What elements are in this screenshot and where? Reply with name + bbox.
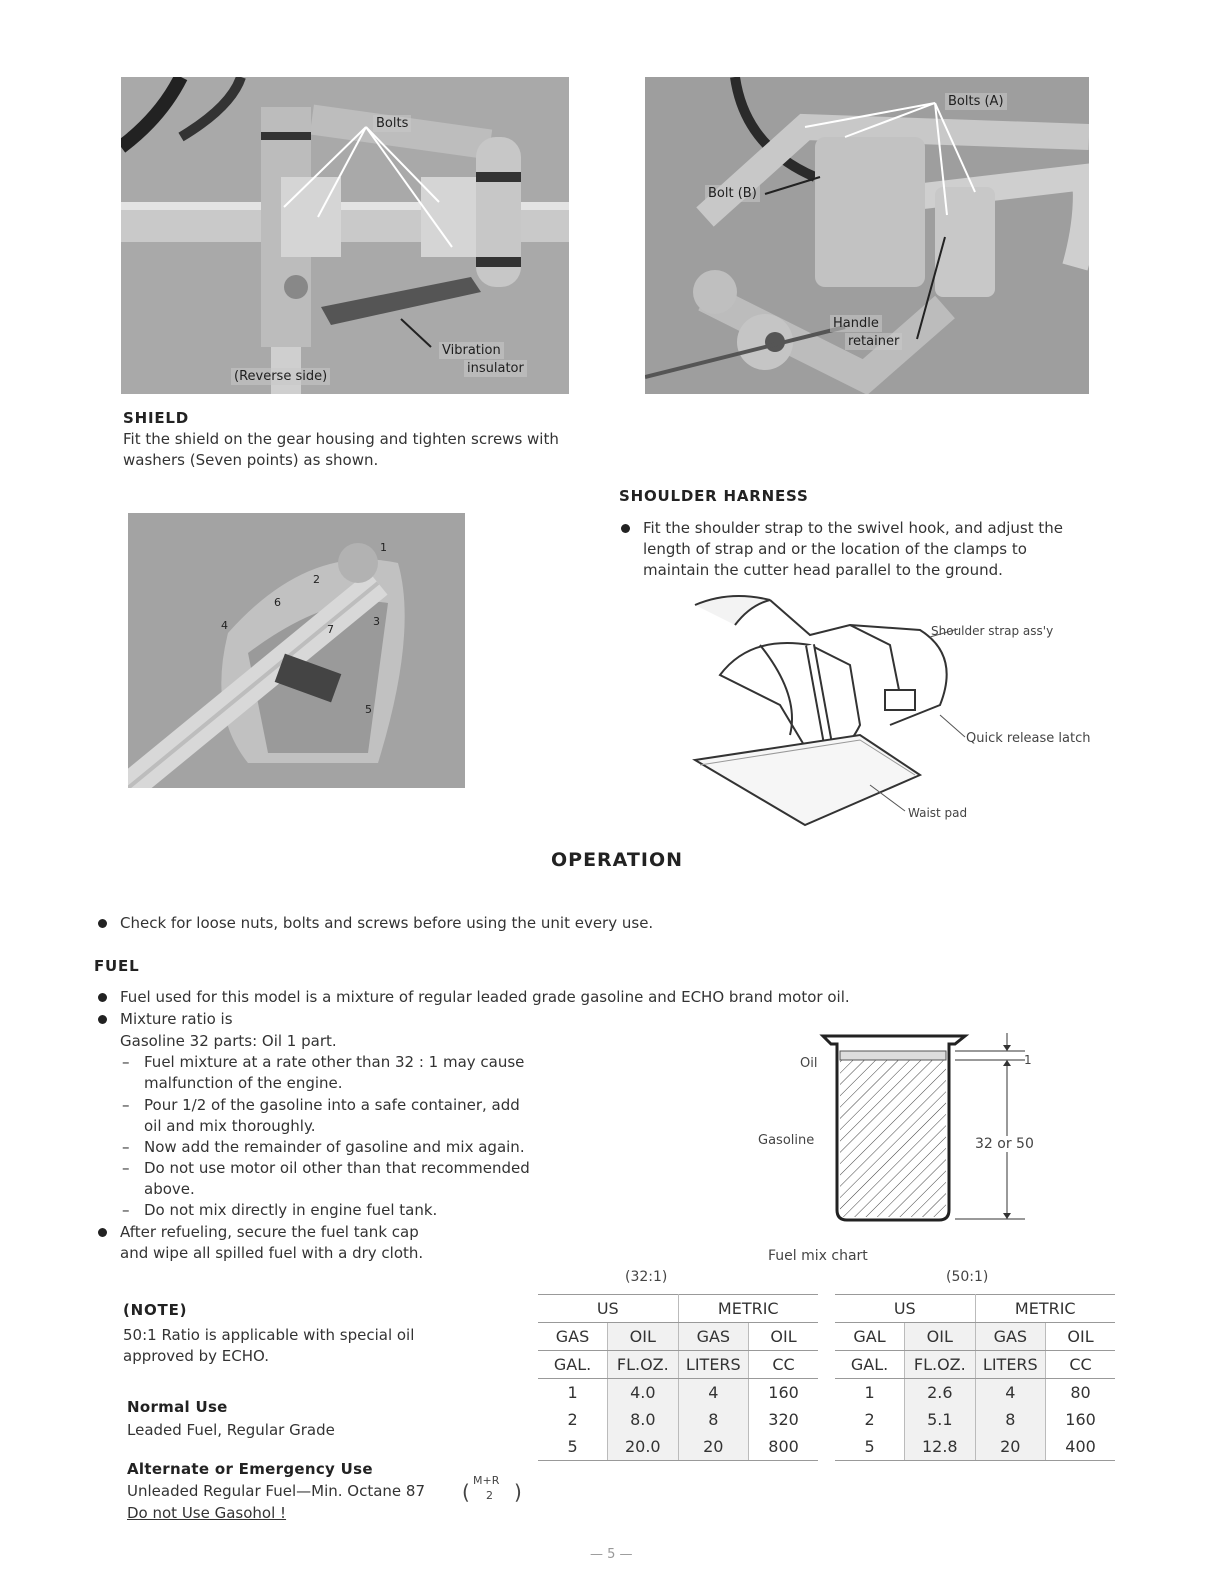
fuel-b3a: After refueling, secure the fuel tank cap bbox=[120, 1223, 419, 1241]
data-cell: 4 bbox=[678, 1379, 749, 1407]
fuel-beaker-diagram bbox=[815, 1030, 1055, 1230]
unit-cell: FL.OZ. bbox=[608, 1351, 678, 1379]
point-6: 6 bbox=[274, 596, 281, 609]
data-cell: 2.6 bbox=[905, 1379, 975, 1407]
fuel-dash-1: – bbox=[122, 1053, 130, 1071]
table-row bbox=[835, 1406, 1115, 1433]
header-cell: OIL bbox=[1046, 1323, 1115, 1351]
label-bolts: Bolts bbox=[373, 115, 411, 132]
fuel-bullet-3 bbox=[98, 1228, 107, 1237]
data-cell: 8.0 bbox=[608, 1406, 678, 1433]
fuel-d3: Now add the remainder of gasoline and mix again. bbox=[144, 1138, 525, 1156]
normal-use-heading: Normal Use bbox=[127, 1398, 228, 1416]
fuel-dash-5: – bbox=[122, 1201, 130, 1219]
fuel-dash-4: – bbox=[122, 1159, 130, 1177]
data-cell: 320 bbox=[768, 1410, 799, 1429]
table-row bbox=[835, 1295, 1115, 1323]
operation-check: Check for loose nuts, bolts and screws before using the unit every use. bbox=[120, 914, 654, 932]
data-cell: 20 bbox=[678, 1433, 749, 1461]
table-row bbox=[538, 1379, 818, 1407]
header-cell: OIL bbox=[608, 1323, 678, 1351]
chart-left-ratio: (32:1) bbox=[625, 1269, 668, 1285]
data-cell: 800 bbox=[749, 1433, 818, 1461]
label-retainer: retainer bbox=[845, 333, 902, 350]
data-cell: 2 bbox=[538, 1406, 608, 1433]
unit-cell: CC bbox=[1046, 1351, 1115, 1379]
alt-use-heading: Alternate or Emergency Use bbox=[127, 1460, 373, 1478]
header-cell: GAS bbox=[538, 1323, 608, 1351]
data-cell: 5 bbox=[538, 1433, 608, 1461]
fuel-d5: Do not mix directly in engine fuel tank. bbox=[144, 1201, 438, 1219]
point-5: 5 bbox=[365, 703, 372, 716]
label-reverse-side: (Reverse side) bbox=[231, 368, 330, 385]
data-cell: 4.0 bbox=[608, 1379, 678, 1407]
formula-paren-close: ) bbox=[514, 1480, 522, 1504]
operation-bullet bbox=[98, 919, 107, 928]
group-us: US bbox=[538, 1295, 678, 1323]
header-cell: OIL bbox=[905, 1323, 975, 1351]
label-vibration: Vibration bbox=[439, 342, 504, 359]
note-line-2: approved by ECHO. bbox=[123, 1347, 270, 1365]
shield-line-2: washers (Seven points) as shown. bbox=[123, 451, 379, 469]
label-shoulder-strap: Shoulder strap ass'y bbox=[931, 624, 1054, 638]
point-4: 4 bbox=[221, 619, 228, 632]
fuel-b1: Fuel used for this model is a mixture of regular leaded grade gasoline and ECHO brand motor oil. bbox=[120, 988, 850, 1006]
fuel-d1b: malfunction of the engine. bbox=[144, 1074, 343, 1092]
fuel-mix-table-50-1 bbox=[835, 1294, 1115, 1461]
unit-cell: FL.OZ. bbox=[905, 1351, 975, 1379]
label-bolts-a: Bolts (A) bbox=[945, 93, 1007, 110]
fuel-bullet-2 bbox=[98, 1015, 107, 1024]
data-cell: 160 bbox=[768, 1383, 799, 1402]
note-line-1: 50:1 Ratio is applicable with special oil bbox=[123, 1326, 415, 1344]
data-cell: 20.0 bbox=[608, 1433, 678, 1461]
label-bolt-b: Bolt (B) bbox=[705, 185, 760, 202]
table-row bbox=[835, 1323, 1115, 1351]
unit-cell: GAL. bbox=[538, 1351, 608, 1379]
shield-heading: SHIELD bbox=[123, 409, 189, 427]
group-us: US bbox=[835, 1295, 975, 1323]
label-handle: Handle bbox=[830, 315, 882, 332]
chart-right-ratio: (50:1) bbox=[946, 1269, 989, 1285]
table-row bbox=[835, 1351, 1115, 1379]
formula-bottom: 2 bbox=[486, 1489, 493, 1502]
alt-use-text: Unleaded Regular Fuel—Min. Octane 87 bbox=[127, 1482, 425, 1500]
harness-illustration bbox=[690, 585, 990, 835]
fuel-dash-3: – bbox=[122, 1138, 130, 1156]
table-row bbox=[538, 1433, 818, 1461]
unit-cell: LITERS bbox=[678, 1351, 749, 1379]
fuel-d2b: oil and mix thoroughly. bbox=[144, 1117, 316, 1135]
data-cell: 4 bbox=[975, 1379, 1046, 1407]
table-row bbox=[538, 1295, 818, 1323]
label-quick-release: Quick release latch bbox=[966, 731, 1091, 746]
data-cell: 5 bbox=[835, 1433, 905, 1461]
data-cell: 1 bbox=[538, 1379, 608, 1407]
fuel-d4b: above. bbox=[144, 1180, 195, 1198]
table-row bbox=[538, 1406, 818, 1433]
fuel-b3b: and wipe all spilled fuel with a dry cloth. bbox=[120, 1244, 424, 1262]
photo-shield bbox=[128, 513, 465, 788]
group-metric: METRIC bbox=[975, 1295, 1115, 1323]
operation-heading: OPERATION bbox=[551, 849, 683, 871]
fuel-mix-table-32-1 bbox=[538, 1294, 818, 1461]
header-cell: GAS bbox=[678, 1323, 749, 1351]
data-cell: 160 bbox=[1065, 1410, 1096, 1429]
octane-formula bbox=[462, 1474, 522, 1508]
fuel-d1a: Fuel mixture at a rate other than 32 : 1 may cause bbox=[144, 1053, 525, 1071]
label-insulator: insulator bbox=[464, 360, 527, 377]
table-row bbox=[538, 1351, 818, 1379]
harness-heading: SHOULDER HARNESS bbox=[619, 487, 809, 505]
data-cell: 8 bbox=[975, 1406, 1046, 1433]
alt-use-warning: Do not Use Gasohol ! bbox=[127, 1504, 287, 1522]
formula-top: M+R bbox=[473, 1474, 500, 1487]
point-2: 2 bbox=[313, 573, 320, 586]
harness-line-1: Fit the shoulder strap to the swivel hook, and adjust the bbox=[643, 519, 1063, 537]
fuel-b2: Mixture ratio is bbox=[120, 1010, 233, 1028]
header-cell: OIL bbox=[749, 1323, 818, 1351]
table-row bbox=[835, 1433, 1115, 1461]
shield-illustration bbox=[128, 513, 465, 788]
harness-bullet bbox=[621, 524, 630, 533]
shield-line-1: Fit the shield on the gear housing and tighten screws with bbox=[123, 430, 559, 448]
formula-paren-open: ( bbox=[462, 1480, 470, 1504]
note-heading: (NOTE) bbox=[123, 1301, 188, 1319]
fuel-dash-2: – bbox=[122, 1096, 130, 1114]
fuel-ratio: Gasoline 32 parts: Oil 1 part. bbox=[120, 1032, 337, 1050]
data-cell: 5.1 bbox=[905, 1406, 975, 1433]
fuel-bullet-1 bbox=[98, 993, 107, 1002]
chart-title: Fuel mix chart bbox=[768, 1248, 868, 1264]
harness-line-2: length of strap and or the location of the clamps to bbox=[643, 540, 1027, 558]
unit-cell: CC bbox=[749, 1351, 818, 1379]
point-1: 1 bbox=[380, 541, 387, 554]
table-row bbox=[538, 1323, 818, 1351]
point-7: 7 bbox=[327, 623, 334, 636]
data-cell: 80 bbox=[1070, 1383, 1091, 1402]
normal-use-text: Leaded Fuel, Regular Grade bbox=[127, 1421, 335, 1439]
beaker-gasoline-label: Gasoline bbox=[758, 1133, 815, 1148]
point-3: 3 bbox=[373, 615, 380, 628]
label-waist-pad: Waist pad bbox=[908, 806, 968, 820]
header-cell: GAS bbox=[975, 1323, 1046, 1351]
header-cell: GAL bbox=[835, 1323, 905, 1351]
harness-line-3: maintain the cutter head parallel to the ground. bbox=[643, 561, 1003, 579]
fuel-d4a: Do not use motor oil other than that recommended bbox=[144, 1159, 530, 1177]
fuel-heading: FUEL bbox=[94, 957, 140, 975]
fuel-d2a: Pour 1/2 of the gasoline into a safe container, add bbox=[144, 1096, 520, 1114]
table-row bbox=[835, 1379, 1115, 1407]
photo-handle-retainer bbox=[645, 77, 1089, 394]
data-cell: 12.8 bbox=[905, 1433, 975, 1461]
unit-cell: LITERS bbox=[975, 1351, 1046, 1379]
beaker-oil-label: Oil bbox=[800, 1056, 818, 1071]
data-cell: 20 bbox=[975, 1433, 1046, 1461]
group-metric: METRIC bbox=[678, 1295, 818, 1323]
page-number: — 5 — bbox=[590, 1547, 633, 1562]
data-cell: 400 bbox=[1046, 1433, 1115, 1461]
beaker-ratio-label: 32 or 50 bbox=[975, 1136, 1034, 1152]
data-cell: 1 bbox=[835, 1379, 905, 1407]
data-cell: 8 bbox=[678, 1406, 749, 1433]
beaker-one-label: 1 bbox=[1024, 1053, 1032, 1067]
unit-cell: GAL. bbox=[835, 1351, 905, 1379]
data-cell: 2 bbox=[835, 1406, 905, 1433]
photo-handle-bolts bbox=[121, 77, 569, 394]
